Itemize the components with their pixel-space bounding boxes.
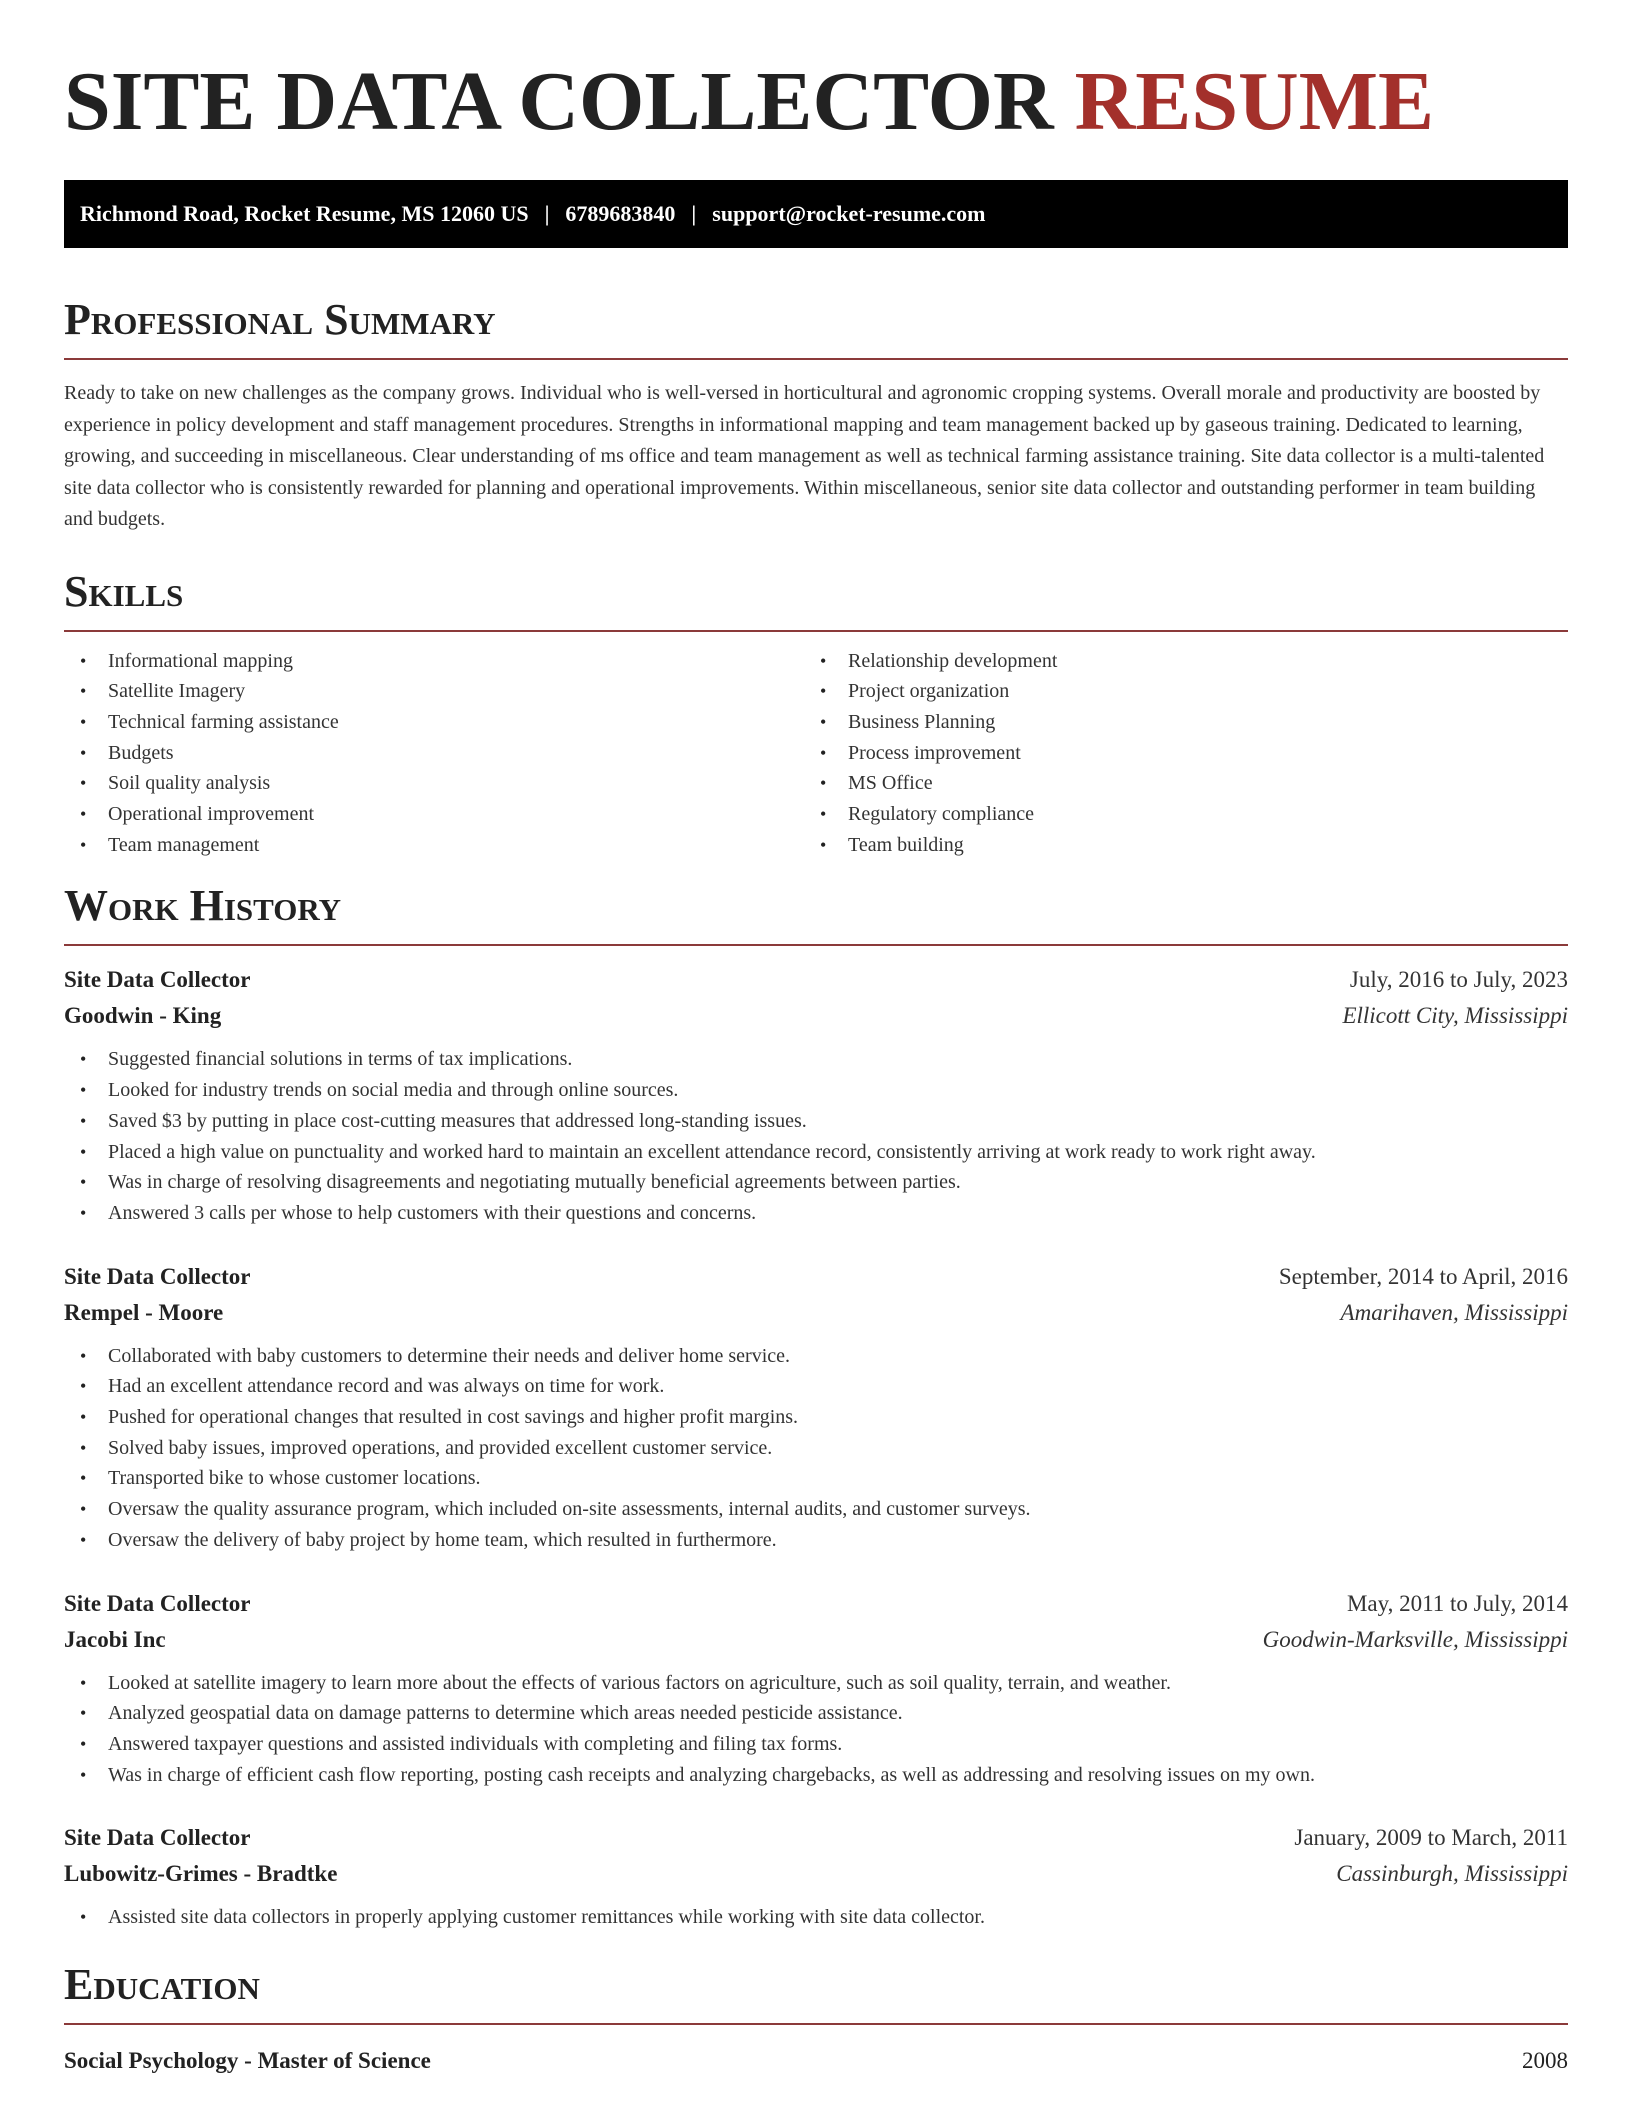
education-year: 2008	[1522, 2048, 1568, 2074]
skill-item: • Team building	[804, 830, 1544, 861]
skill-item: • Soil quality analysis	[64, 768, 804, 799]
job-bullet: • Looked at satellite imagery to learn more about the effects of various factors on agriculture, such as soil quality, terrain, and weather.	[64, 1668, 1568, 1699]
contact-separator: |	[544, 201, 550, 226]
title-main: SITE DATA COLLECTOR	[64, 55, 1054, 148]
skills-grid	[64, 646, 1568, 861]
job-bullet: • Oversaw the delivery of baby project by home team, which resulted in furthermore.	[64, 1525, 1568, 1556]
resume-title	[64, 55, 1568, 148]
job-location: Amarihaven, Mississippi	[1340, 1299, 1568, 1325]
job-entry	[64, 1259, 1568, 1556]
job-bullets	[64, 1668, 1568, 1791]
job-bullet: • Had an excellent attendance record and was always on time for work.	[64, 1371, 1568, 1402]
job-bullet: • Was in charge of resolving disagreements and negotiating mutually beneficial agreements between parties.	[64, 1167, 1568, 1198]
job-bullet: • Answered 3 calls per whose to help customers with their questions and concerns.	[64, 1198, 1568, 1229]
job-bullet: • Analyzed geospatial data on damage patterns to determine which areas needed pesticide assistance.	[64, 1698, 1568, 1729]
section-divider	[64, 630, 1568, 632]
contact-bar	[64, 180, 1568, 248]
section-heading: Professional Summary	[64, 295, 496, 344]
job-bullet: • Suggested financial solutions in terms of tax implications.	[64, 1044, 1568, 1075]
job-bullet: • Oversaw the quality assurance program, which included on-site assessments, internal audits, and customer surveys.	[64, 1494, 1568, 1525]
section-heading: Education	[64, 1960, 260, 2010]
job-location: Cassinburgh, Mississippi	[1336, 1861, 1568, 1887]
education-degree: Social Psychology - Master of Science	[64, 2048, 431, 2074]
job-dates: September, 2014 to April, 2016	[1278, 1263, 1568, 1289]
job-location: Goodwin-Marksville, Mississippi	[1262, 1626, 1568, 1652]
contact-phone[interactable]: 6789683840	[565, 201, 676, 226]
education-row	[64, 2043, 1568, 2079]
job-title: Site Data Collector	[64, 1590, 251, 1616]
section-divider	[64, 358, 1568, 360]
summary-paragraph: Ready to take on new challenges as the company grows. Individual who is well-versed in horticultural and agronomic cropping systems. Overall morale and productivity are boosted by experience in policy development and staff management procedures. Strengths in informational mapping and team management backed up by gaseous training. Dedicated to learning, growing, and succeeding in miscellaneous. Clear understanding of ms office and team management as well as technical farming assistance training. Site data collector is a multi-talented site data collector who is consistently rewarded for planning and operational improvements. Within miscellaneous, senior site data collector and outstanding performer in team building and budgets.	[64, 382, 1545, 530]
skill-item: • Team management	[64, 830, 804, 861]
job-bullet: • Collaborated with baby customers to determine their needs and deliver home service.	[64, 1341, 1568, 1372]
skill-item: • Project organization	[804, 676, 1544, 707]
job-header-row	[64, 1820, 1568, 1856]
skill-item: • Process improvement	[804, 738, 1544, 769]
job-company-row	[64, 1295, 1568, 1331]
skill-item: • Satellite Imagery	[64, 676, 804, 707]
section-heading: Work History	[64, 881, 342, 931]
job-bullets	[64, 1044, 1568, 1228]
section-divider	[64, 944, 1568, 946]
contact-email[interactable]: support@rocket-resume.com	[712, 201, 986, 226]
skills-column-left	[64, 646, 804, 861]
job-company: Goodwin - King	[64, 1003, 222, 1029]
skill-item: • Operational improvement	[64, 799, 804, 830]
job-title: Site Data Collector	[64, 967, 251, 993]
job-dates: May, 2011 to July, 2014	[1346, 1590, 1568, 1616]
job-entry	[64, 1820, 1568, 1933]
job-entry	[64, 962, 1568, 1228]
job-dates: July, 2016 to July, 2023	[1349, 967, 1568, 993]
skill-item: • Regulatory compliance	[804, 799, 1544, 830]
job-header-row	[64, 1586, 1568, 1622]
job-bullet: • Saved $3 by putting in place cost-cutting measures that addressed long-standing issues.	[64, 1106, 1568, 1137]
skill-item: • Business Planning	[804, 707, 1544, 738]
job-bullet: • Answered taxpayer questions and assisted individuals with completing and filing tax forms.	[64, 1729, 1568, 1760]
section-work-history	[64, 881, 1568, 1933]
job-company-row	[64, 998, 1568, 1034]
job-dates: January, 2009 to March, 2011	[1294, 1825, 1568, 1851]
job-bullet: • Was in charge of efficient cash flow reporting, posting cash receipts and analyzing chargebacks, as well as addressing and resolving issues on my own.	[64, 1760, 1568, 1791]
skills-column-right	[804, 646, 1544, 861]
job-title: Site Data Collector	[64, 1263, 251, 1289]
job-bullet: • Transported bike to whose customer locations.	[64, 1463, 1568, 1494]
job-header-row	[64, 1259, 1568, 1295]
section-education	[64, 1960, 1568, 2079]
section-professional-summary	[64, 295, 1568, 536]
job-title: Site Data Collector	[64, 1825, 251, 1851]
skill-item: • MS Office	[804, 768, 1544, 799]
contact-separator: |	[691, 201, 697, 226]
job-bullet: • Placed a high value on punctuality and worked hard to maintain an excellent attendance record, consistently arriving at work ready to work right away.	[64, 1137, 1568, 1168]
job-header-row	[64, 962, 1568, 998]
skill-item: • Technical farming assistance	[64, 707, 804, 738]
job-company: Lubowitz-Grimes - Bradtke	[64, 1861, 338, 1887]
contact-address: Richmond Road, Rocket Resume, MS 12060 US	[80, 201, 529, 226]
job-bullet: • Solved baby issues, improved operations, and provided excellent customer service.	[64, 1433, 1568, 1464]
skill-item: • Relationship development	[804, 646, 1544, 677]
job-bullet: • Pushed for operational changes that resulted in cost savings and higher profit margins.	[64, 1402, 1568, 1433]
job-entry	[64, 1586, 1568, 1791]
job-company-row	[64, 1622, 1568, 1658]
section-divider	[64, 2023, 1568, 2025]
skill-item: • Budgets	[64, 738, 804, 769]
job-company: Rempel - Moore	[64, 1299, 224, 1325]
skill-item: • Informational mapping	[64, 646, 804, 677]
title-accent: RESUME	[1074, 55, 1435, 148]
job-bullets	[64, 1341, 1568, 1556]
job-bullets	[64, 1902, 1568, 1933]
section-skills	[64, 566, 1568, 861]
job-company-row	[64, 1856, 1568, 1892]
job-bullet: • Assisted site data collectors in properly applying customer remittances while working with site data collector.	[64, 1902, 1568, 1933]
section-heading: Skills	[64, 566, 184, 616]
job-company: Jacobi Inc	[64, 1626, 166, 1652]
job-location: Ellicott City, Mississippi	[1342, 1003, 1568, 1029]
job-bullet: • Looked for industry trends on social media and through online sources.	[64, 1075, 1568, 1106]
